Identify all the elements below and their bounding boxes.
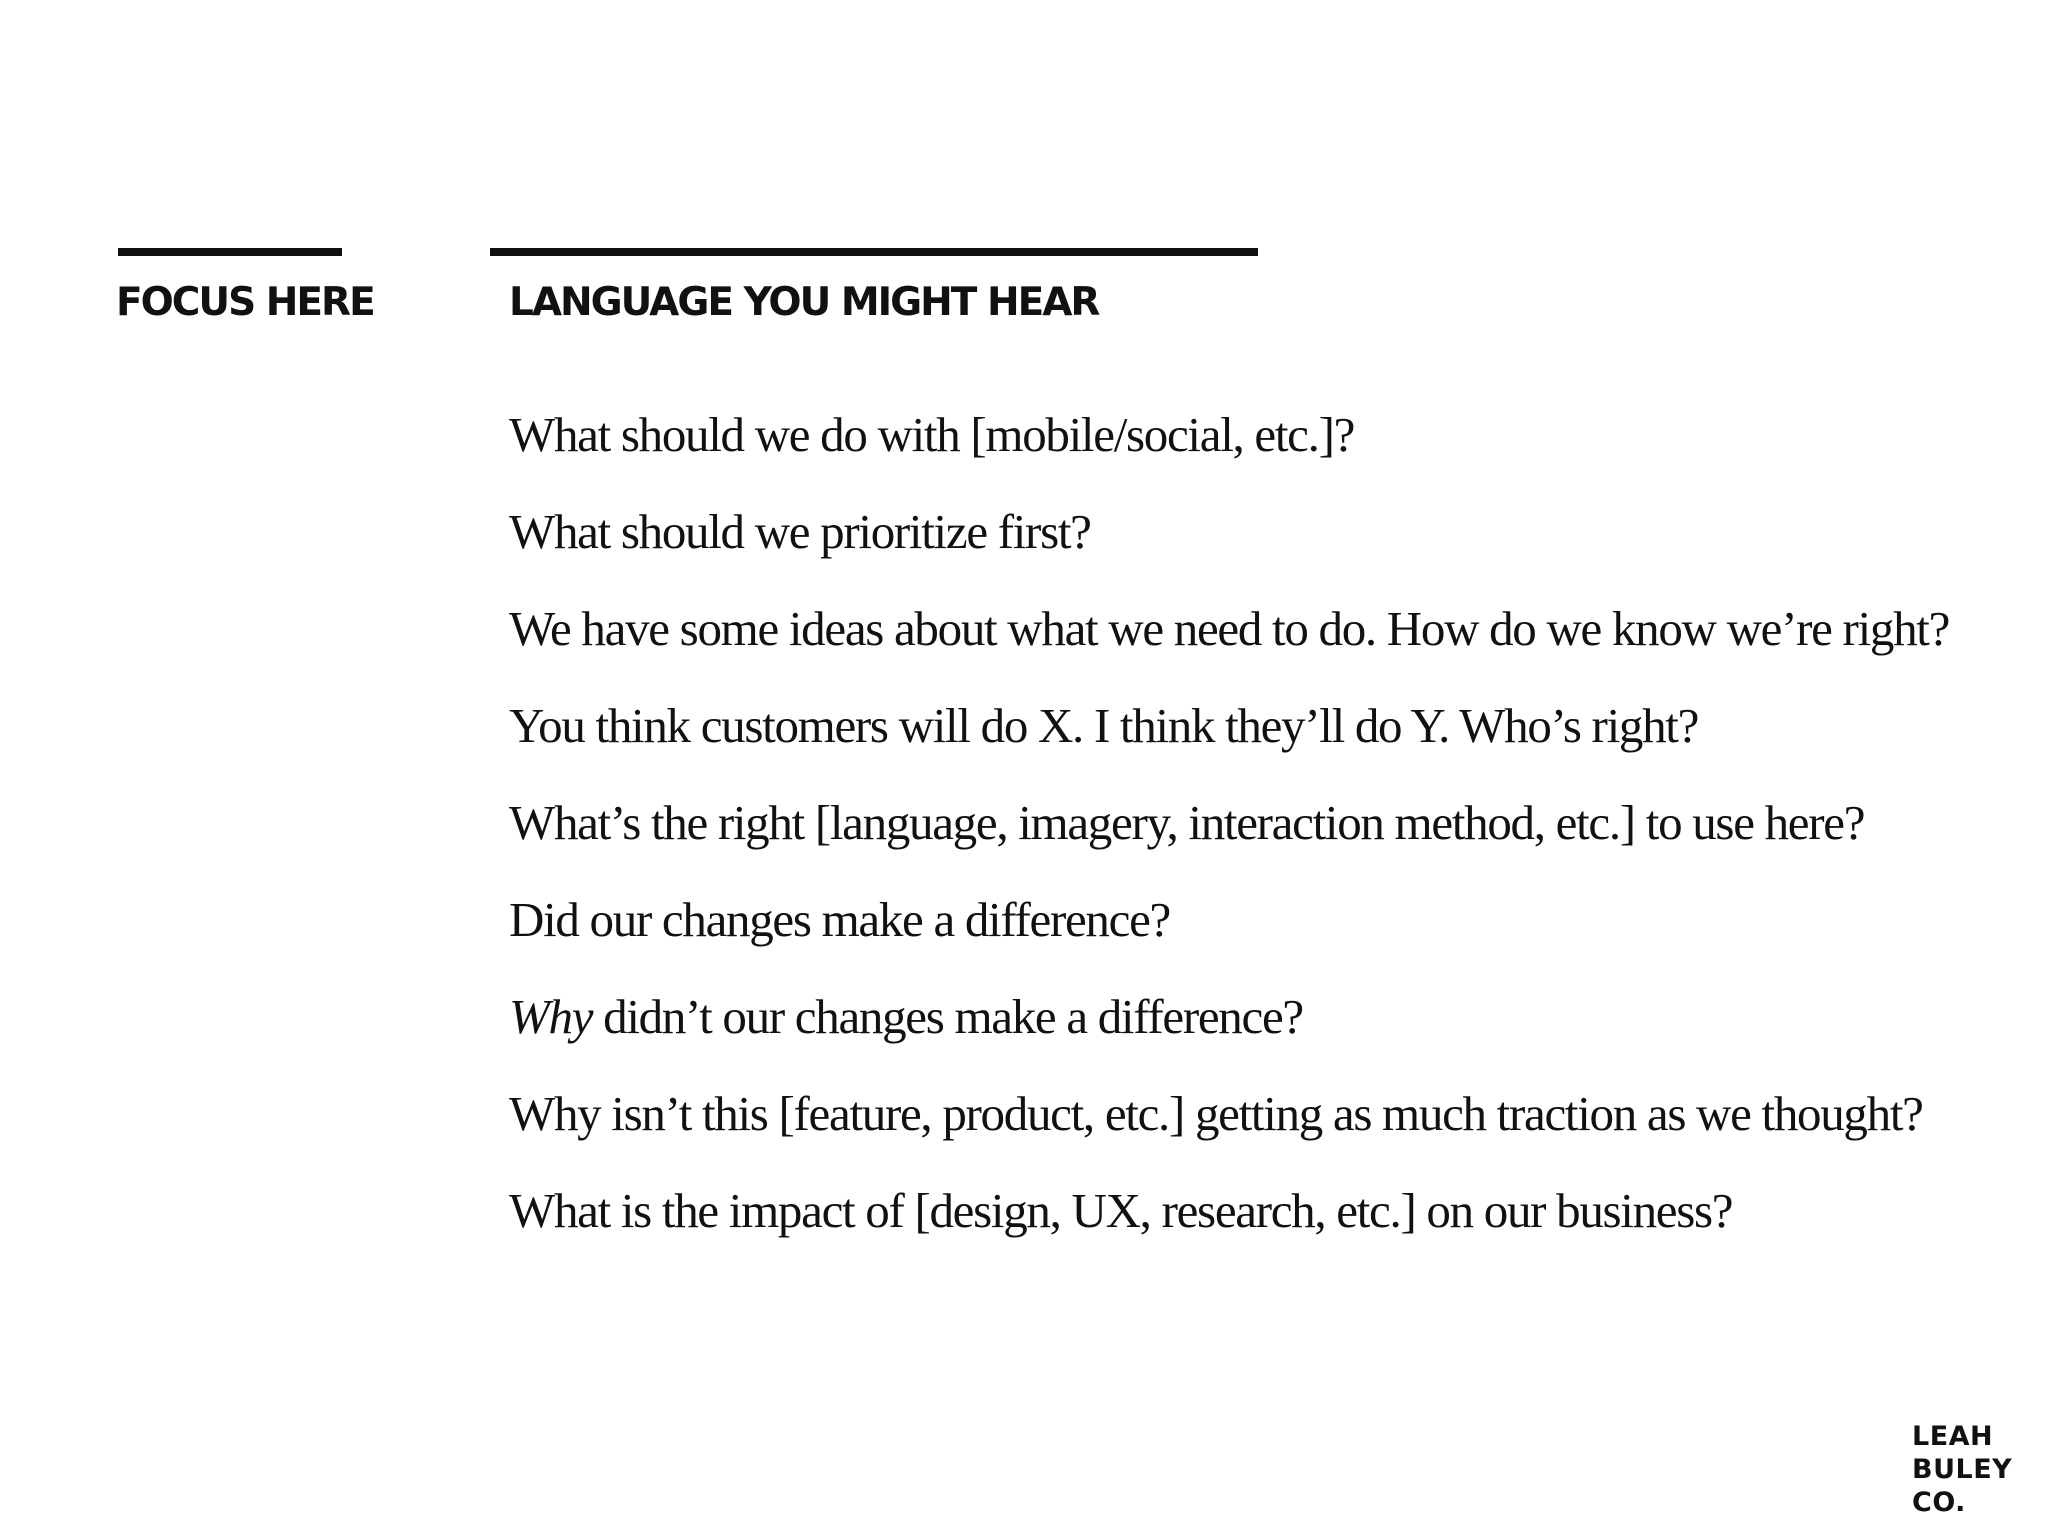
question-item: What’s the right [language, imagery, interaction method, etc.] to use here? (509, 795, 1865, 850)
question-text: didn’t our changes make a difference? (592, 989, 1303, 1044)
question-item: What should we prioritize first? (509, 504, 1091, 559)
question-emphasis: Why (509, 989, 593, 1044)
question-item: Did our changes make a difference? (509, 892, 1170, 947)
logo-line: LEAH (1912, 1421, 1994, 1452)
focus-here-heading: FOCUS HERE (116, 280, 374, 325)
question-list (509, 400, 1949, 1273)
focus-column-rule (118, 248, 342, 256)
language-column-rule (490, 248, 1258, 256)
question-item: Why isn’t this [feature, product, etc.] getting as much traction as we thought? (509, 1086, 1923, 1141)
language-heading: LANGUAGE YOU MIGHT HEAR (509, 280, 1099, 325)
logo-line: CO. (1912, 1487, 1966, 1518)
company-logo (1912, 1420, 2012, 1519)
question-item: You think customers will do X. I think they’ll do Y. Who’s right? (509, 698, 1699, 753)
question-item: What is the impact of [design, UX, research, etc.] on our business? (509, 1183, 1733, 1238)
logo-line: BULEY (1912, 1454, 2013, 1485)
question-item: What should we do with [mobile/social, etc.]? (509, 407, 1355, 462)
question-item: We have some ideas about what we need to do. How do we know we’re right? (509, 601, 1950, 656)
question-item (509, 982, 1949, 1079)
